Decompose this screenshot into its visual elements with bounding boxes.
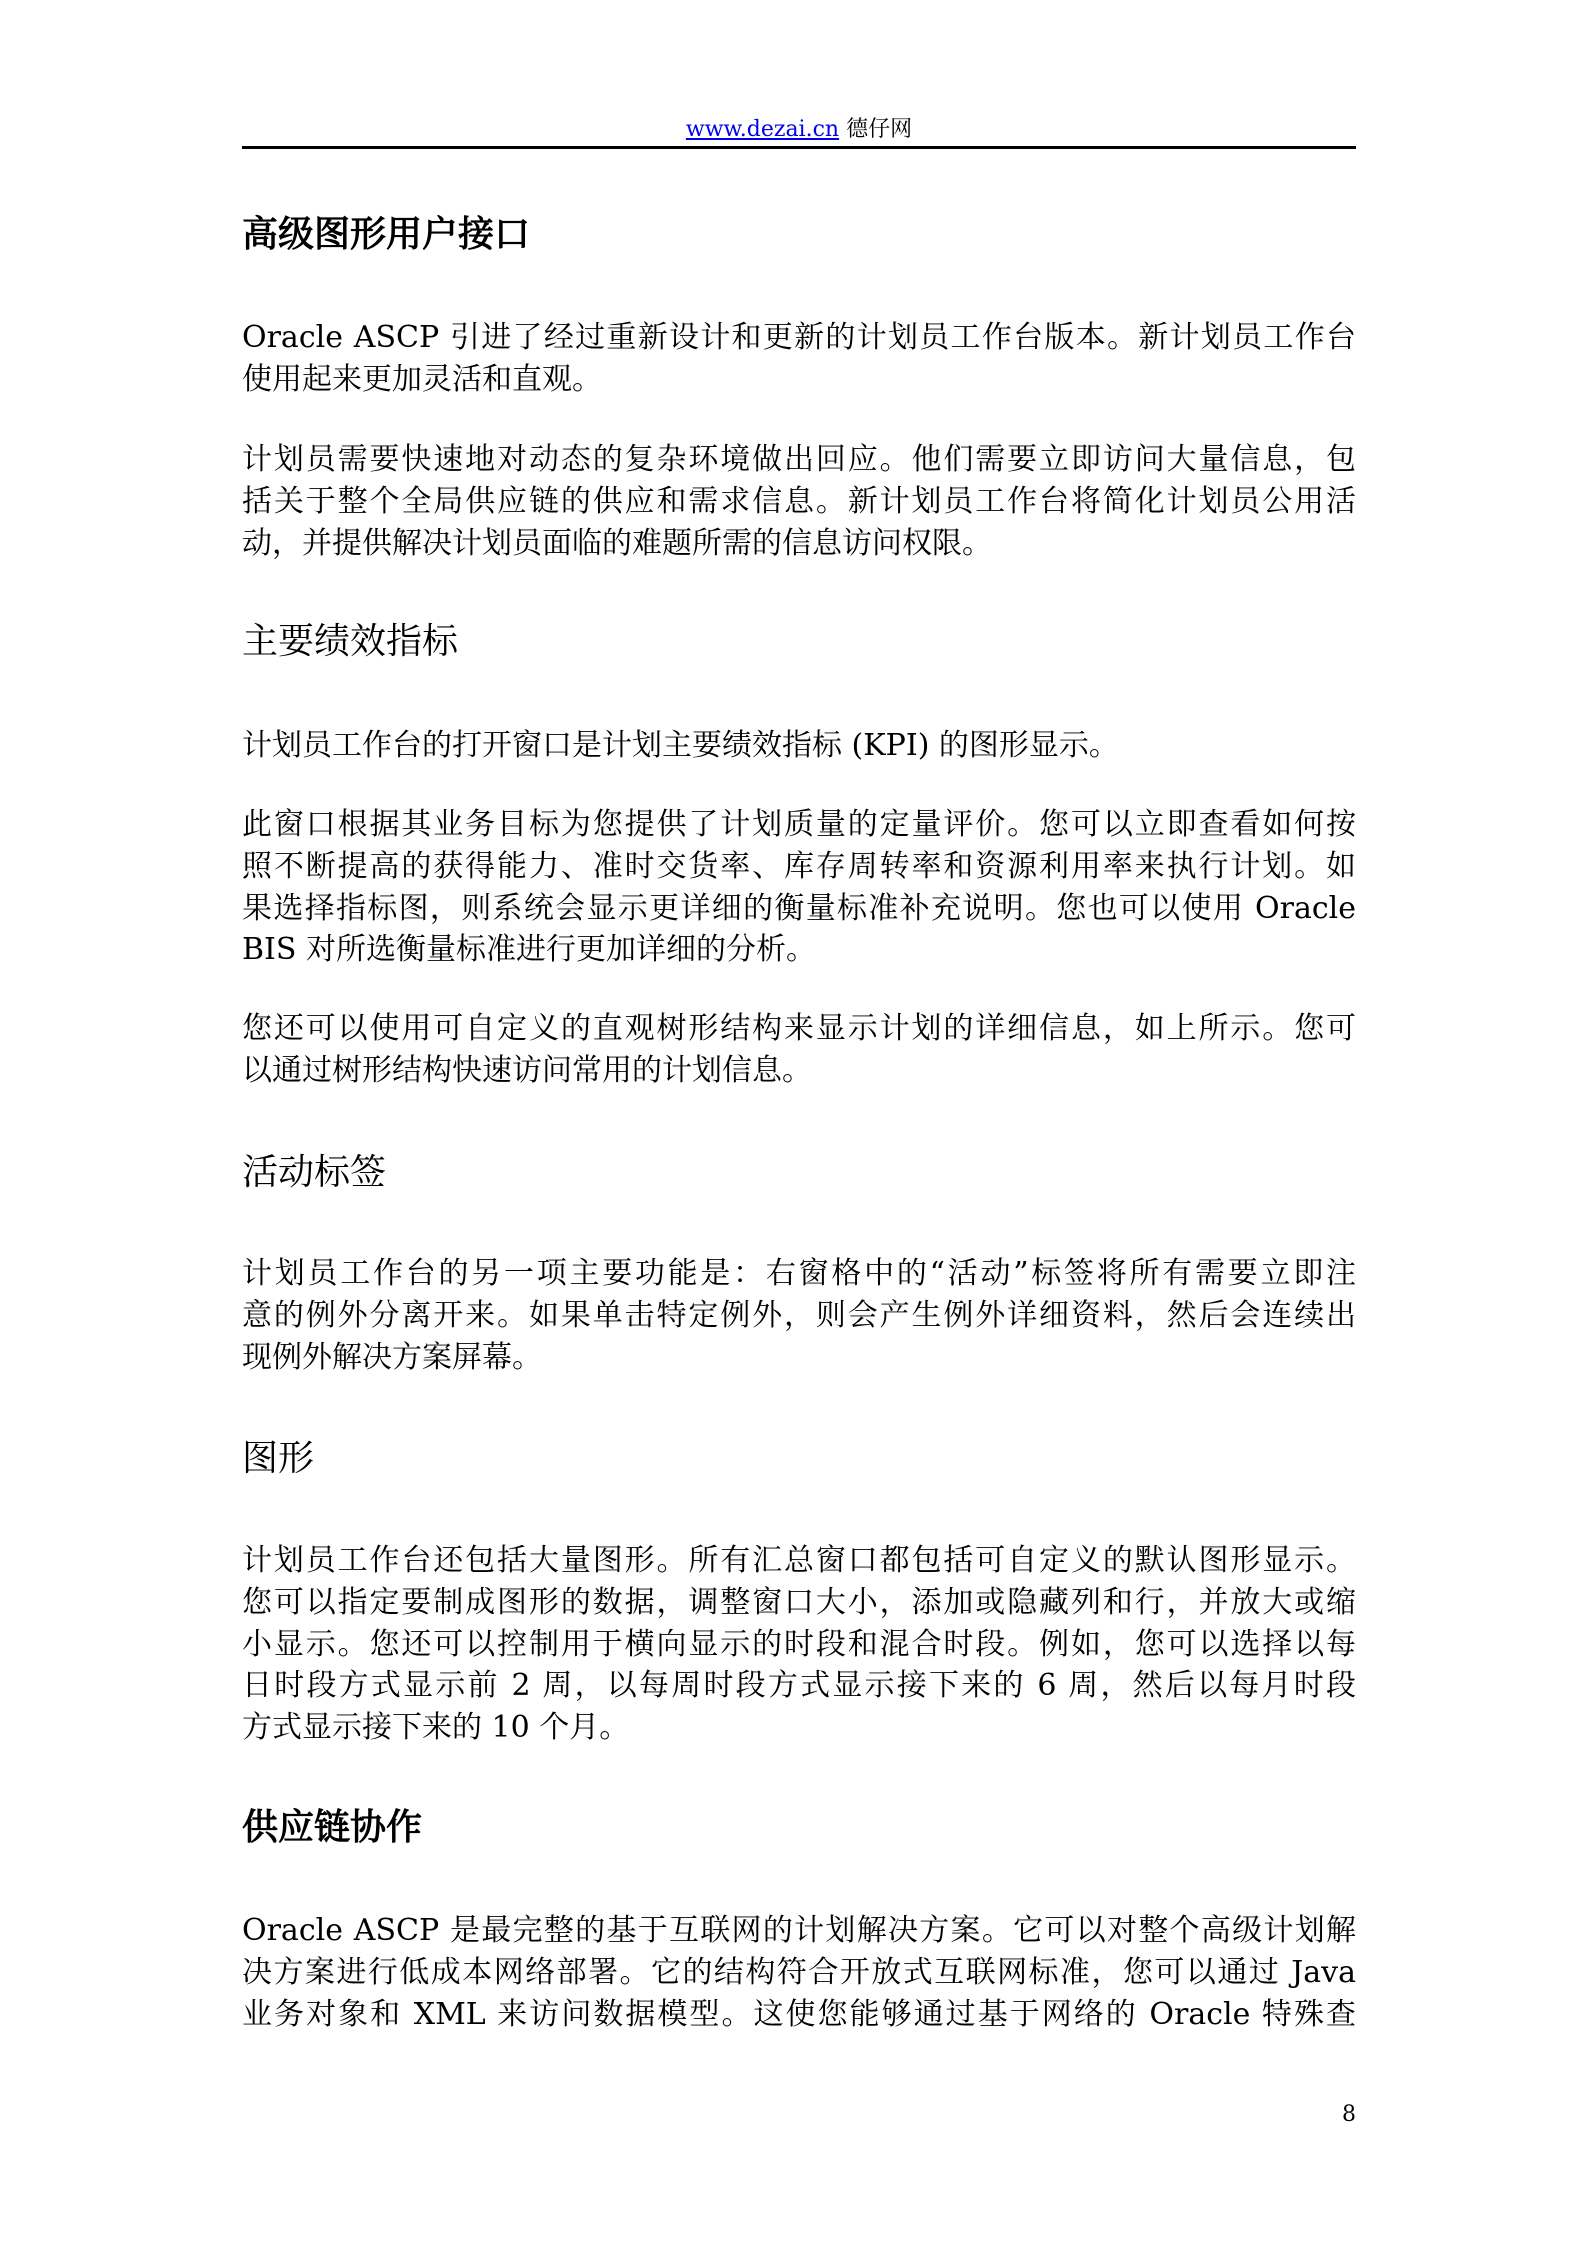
- paragraph: [242, 317, 1356, 401]
- text-line: 决方案进行低成本网络部署。它的结构符合开放式互联网标准，您可以通过 Java: [242, 1954, 1356, 1990]
- section-heading-supply-chain: 供应链协作: [242, 1807, 423, 1848]
- page-number: 8: [1342, 2102, 1356, 2127]
- section-heading-activity-tab: 活动标签: [242, 1152, 387, 1193]
- section-heading-graphs: 图形: [242, 1438, 315, 1479]
- paragraph: [242, 1540, 1356, 1749]
- text-line: BIS 对所选衡量标准进行更加详细的分析。: [242, 932, 816, 968]
- text-line: 以通过树形结构快速访问常用的计划信息。: [242, 1052, 812, 1088]
- section-heading-kpi: 主要绩效指标: [242, 621, 459, 662]
- paragraph: [242, 439, 1356, 564]
- text-line: 括关于整个全局供应链的供应和需求信息。新计划员工作台将简化计划员公用活: [242, 483, 1356, 519]
- text-line: 方式显示接下来的 10 个月。: [242, 1710, 630, 1746]
- text-line: Oracle ASCP 是最完整的基于互联网的计划解决方案。它可以对整个高级计划解: [242, 1913, 1356, 1948]
- text-line: 您还可以使用可自定义的直观树形结构来显示计划的详细信息，如上所示。您可: [242, 1011, 1356, 1046]
- text-line: Oracle ASCP 引进了经过重新设计和更新的计划员工作台版本。新计划员工作台: [242, 320, 1356, 355]
- header-rule: [242, 146, 1356, 149]
- text-line: 使用起来更加灵活和直观。: [242, 361, 602, 397]
- text-line: 计划员工作台还包括大量图形。所有汇总窗口都包括可自定义的默认图形显示。: [242, 1543, 1356, 1578]
- site-link[interactable]: www.dezai.cn: [685, 117, 840, 142]
- text-line: 您可以指定要制成图形的数据，调整窗口大小，添加或隐藏列和行，并放大或缩: [242, 1584, 1356, 1620]
- site-name: 德仔网: [846, 117, 913, 142]
- paragraph: [242, 1008, 1356, 1092]
- text-line: 意的例外分离开来。如果单击特定例外，则会产生例外详细资料，然后会连续出: [242, 1297, 1356, 1333]
- text-line: 动，并提供解决计划员面临的难题所需的信息访问权限。: [242, 525, 992, 561]
- text-line: 此窗口根据其业务目标为您提供了计划质量的定量评价。您可以立即查看如何按: [242, 807, 1356, 842]
- text-line: 现例外解决方案屏幕。: [242, 1339, 542, 1375]
- page-header: [242, 112, 1356, 143]
- text-line: 小显示。您还可以控制用于横向显示的时段和混合时段。例如，您可以选择以每: [242, 1626, 1356, 1662]
- text-line: 计划员工作台的另一项主要功能是：右窗格中的“活动”标签将所有需要立即注: [242, 1256, 1356, 1291]
- text-line: 业务对象和 XML 来访问数据模型。这使您能够通过基于网络的 Oracle 特殊查: [242, 1996, 1356, 2032]
- text-line: 照不断提高的获得能力、准时交货率、库存周转率和资源利用率来执行计划。如: [242, 848, 1356, 884]
- paragraph: [242, 804, 1356, 971]
- paragraph: [242, 1253, 1356, 1378]
- paragraph: [242, 725, 1356, 767]
- section-heading-advanced-gui: 高级图形用户接口: [242, 214, 531, 255]
- text-line: 日时段方式显示前 2 周，以每周时段方式显示接下来的 6 周，然后以每月时段: [242, 1668, 1356, 1704]
- paragraph: [242, 1910, 1356, 2035]
- text-line: 果选择指标图，则系统会显示更详细的衡量标准补充说明。您也可以使用 Oracle: [242, 890, 1356, 926]
- text-line: 计划员需要快速地对动态的复杂环境做出回应。他们需要立即访问大量信息，包: [242, 442, 1356, 477]
- text-line: 计划员工作台的打开窗口是计划主要绩效指标 (KPI) 的图形显示。: [242, 728, 1119, 763]
